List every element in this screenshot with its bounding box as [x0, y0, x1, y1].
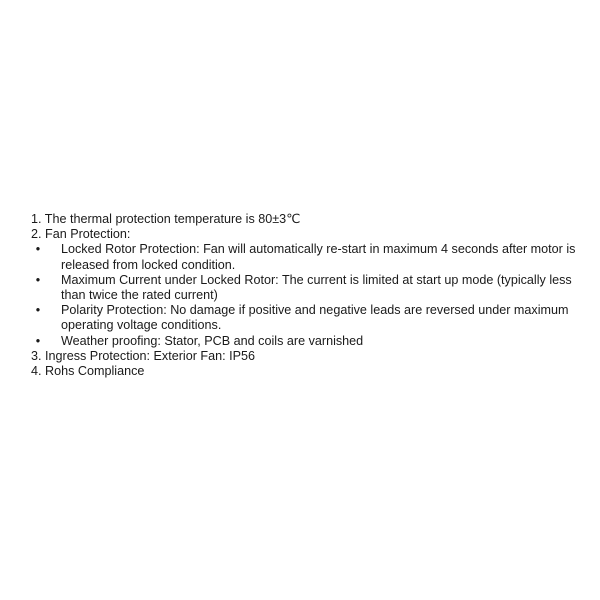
bullet-text: Locked Rotor Protection: Fan will automatically re-start in maximum 4 seconds after motor is released from locked condition.	[61, 242, 576, 272]
bullet-icon: •	[35, 272, 41, 287]
bullet-icon: •	[35, 303, 41, 318]
spec-item-fan-protection: 2. Fan Protection:	[31, 227, 131, 242]
spec-item-rohs: 4. Rohs Compliance	[31, 364, 145, 379]
bullet-icon: •	[35, 333, 41, 348]
spec-document	[31, 212, 579, 379]
bullet-max-current	[31, 273, 579, 303]
bullet-text: Weather proofing: Stator, PCB and coils are varnished	[61, 333, 364, 348]
bullet-weather-proofing	[31, 334, 579, 349]
spec-item-thermal: 1. The thermal protection temperature is 80±3℃	[31, 212, 301, 226]
bullet-locked-rotor	[31, 242, 579, 272]
bullet-text: Polarity Protection: No damage if positive and negative leads are reversed under maximum operating voltage conditions.	[61, 303, 569, 333]
bullet-polarity	[31, 303, 579, 333]
spec-item-ingress: 3. Ingress Protection: Exterior Fan: IP56	[31, 348, 255, 363]
bullet-icon: •	[35, 242, 41, 257]
bullet-text: Maximum Current under Locked Rotor: The current is limited at start up mode (typically less than twice the rated current)	[61, 272, 572, 303]
